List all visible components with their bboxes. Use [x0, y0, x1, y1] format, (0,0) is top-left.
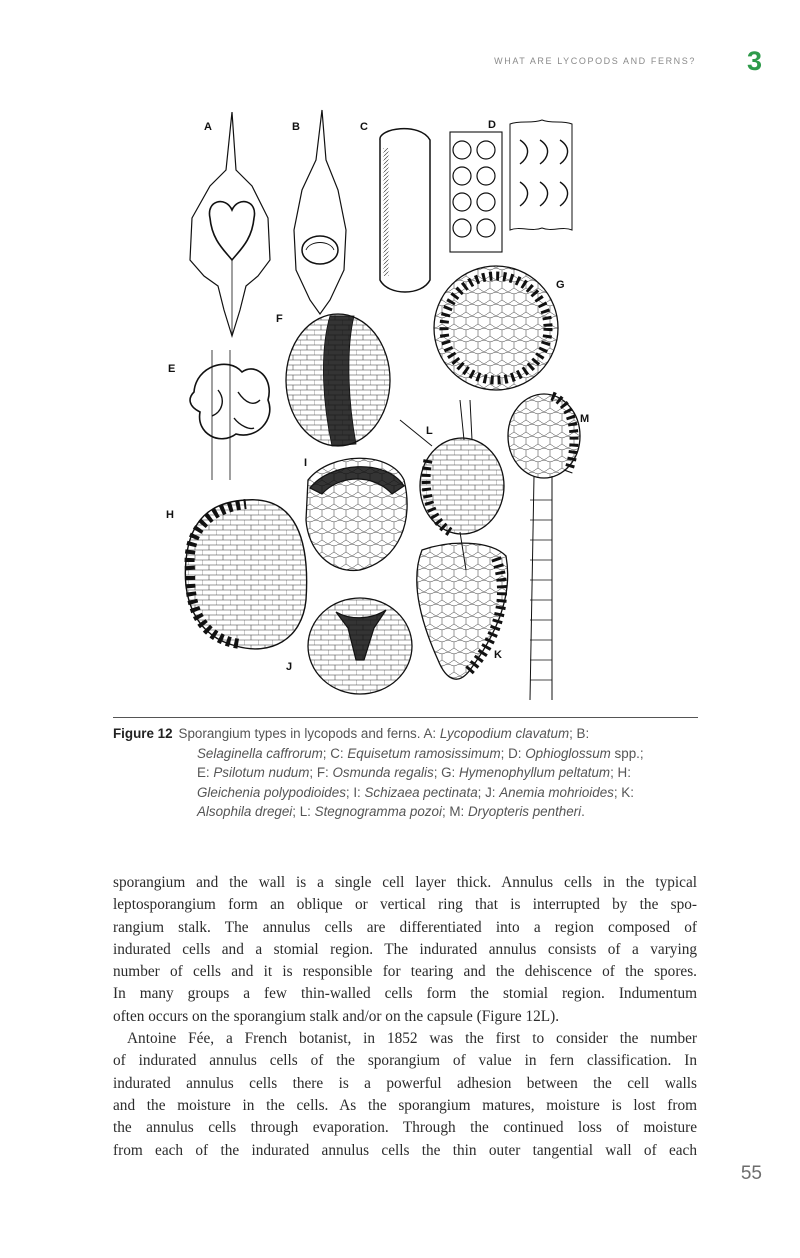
species-name: Alsophila dregei [197, 804, 293, 820]
figure-caption [113, 724, 703, 822]
species-name: Hymenophyllum peltatum [459, 765, 611, 781]
paragraph-1 [113, 872, 697, 1028]
text-line: indurated annulus cells there is a powerful adhesion between the cell walls [113, 1074, 697, 1092]
panel-letter-j: J [286, 661, 293, 673]
caption-text: Sporangium types in lycopods and ferns. A: [178, 726, 440, 741]
text-line: sporangium and the wall is a single cell layer thick. Annulus cells in the typical [113, 874, 697, 891]
sporangium-c-drawing [380, 129, 430, 292]
sporangium-d-drawing [450, 120, 572, 252]
species-name: Gleichenia polypodioides [197, 784, 346, 800]
panel-letter-l: L [426, 425, 433, 437]
paragraph-2 [113, 1028, 697, 1162]
panel-letter-f: F [276, 313, 283, 325]
text-line: from each of the indurated annulus cells the thin outer tangential wall of each [113, 1141, 697, 1159]
sporangium-m-drawing [508, 394, 580, 700]
sporangium-i-drawing [306, 458, 407, 570]
caption-text: ; I: [345, 784, 365, 800]
text-line: In many groups a few thin-walled cells form the stomial region. Indumentum [113, 985, 697, 1003]
panel-letter-a: A [204, 121, 212, 133]
caption-line [113, 763, 703, 783]
species-name: Selaginella caffrorum [197, 745, 323, 761]
running-head: WHAT ARE LYCOPODS AND FERNS? [494, 56, 696, 66]
sporangium-g-drawing [434, 266, 558, 390]
caption-line [113, 802, 703, 822]
panel-letter-m: M [580, 413, 590, 425]
text-line: number of cells and it is responsible for tearing and the dehiscence of the spores. [113, 963, 697, 981]
panel-letter-e: E [168, 363, 176, 375]
species-name: Osmunda regalis [332, 765, 434, 781]
chapter-number: 3 [746, 46, 762, 76]
caption-text: ; H: [610, 765, 631, 781]
species-name: Ophioglossum [525, 745, 611, 761]
species-name: Schizaea pectinata [364, 784, 478, 800]
species-name: Anemia mohrioides [499, 784, 614, 800]
panel-letter-d: D [488, 119, 496, 131]
figure-label: Figure 12 [113, 726, 173, 741]
text-line: the annulus cells through evaporation. Through the continued loss of moisture [113, 1119, 697, 1137]
page-number: 55 [740, 1163, 762, 1184]
caption-text: ; F: [309, 765, 333, 781]
caption-rule [113, 717, 698, 718]
species-name: Equisetum ramosissimum [347, 745, 501, 761]
caption-text: ; D: [500, 745, 526, 761]
figure-12-illustration [160, 100, 600, 710]
sporangium-f-drawing [286, 314, 390, 446]
species-name: Stegnogramma pozoi [314, 804, 442, 820]
caption-text: ; L: [292, 804, 315, 820]
panel-letter-h: H [166, 509, 174, 521]
caption-text: ; G: [433, 765, 459, 781]
caption-text: spp.; [610, 745, 644, 761]
body-text [113, 872, 697, 1162]
text-line: indurated cells and a stomial region. The indurated annulus consists of a varying [113, 940, 697, 958]
caption-line [113, 744, 703, 764]
caption-line [113, 783, 703, 803]
species-name: Lycopodium clavatum [439, 726, 570, 741]
caption-text: E: [197, 765, 214, 781]
caption-text: ; C: [322, 745, 348, 761]
sporangium-h-drawing [185, 500, 306, 649]
text-line: and the moisture in the cells. As the sporangium matures, moisture is lost from [113, 1096, 697, 1114]
sporangium-e-drawing [190, 350, 270, 480]
panel-letter-g: G [556, 279, 565, 291]
text-line: leptosporangium form an oblique or vertical ring that is interrupted by the spo- [113, 896, 697, 914]
text-line: of indurated annulus cells of the sporangium of value in fern classification. In [113, 1052, 697, 1070]
sporangium-a-drawing [190, 112, 270, 336]
text-line: Antoine Fée, a French botanist, in 1852 was the first to consider the number [127, 1030, 697, 1048]
caption-text: ; K: [613, 784, 634, 800]
sporangium-j-drawing [308, 598, 412, 694]
sporangium-b-drawing [294, 110, 346, 314]
caption-text: ; M: [441, 804, 468, 820]
caption-text: ; B: [569, 726, 590, 741]
text-line: often occurs on the sporangium stalk and/or on the capsule (Figure 12L). [113, 1007, 560, 1025]
text-line: rangium stalk. The annulus cells are differentiated into a region composed of [113, 918, 697, 936]
caption-line [113, 724, 703, 744]
caption-text: . [581, 804, 585, 820]
panel-letter-c: C [360, 121, 368, 133]
species-name: Psilotum nudum [213, 765, 310, 781]
caption-text: ; J: [477, 784, 500, 800]
panel-letter-i: I [304, 457, 308, 469]
panel-letter-k: K [494, 649, 502, 661]
species-name: Dryopteris pentheri [467, 804, 582, 820]
panel-letter-b: B [292, 121, 300, 133]
